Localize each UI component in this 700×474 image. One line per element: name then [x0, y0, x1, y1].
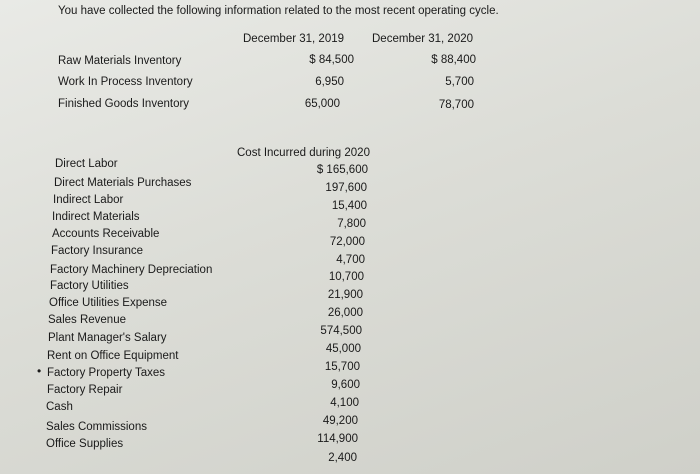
- inventory-value-2019: $ 84,500: [309, 54, 354, 66]
- inventory-value-2020: 78,700: [438, 99, 474, 111]
- cost-item-label: Accounts Receivable: [52, 228, 160, 240]
- cost-item-value: 45,000: [325, 343, 361, 355]
- cost-item-value: 197,600: [325, 182, 367, 194]
- cost-item-label: Office Utilities Expense: [49, 297, 168, 309]
- cost-item-label: Plant Manager's Salary: [48, 332, 167, 344]
- cost-item-label: Indirect Materials: [52, 211, 140, 223]
- cost-item-value: 9,600: [331, 379, 360, 391]
- inventory-value-2019: 65,000: [304, 98, 340, 110]
- inventory-value-2019: 6,950: [315, 76, 344, 88]
- cost-item-value: 15,400: [331, 200, 367, 212]
- cost-item-value: 114,900: [317, 433, 358, 445]
- inventory-value-2020: $ 88,400: [431, 54, 476, 66]
- cost-item-value: 4,100: [330, 397, 359, 409]
- inventory-value-2020: 5,700: [445, 76, 474, 88]
- inventory-label: Work In Process Inventory: [58, 76, 193, 88]
- cost-item-value: 15,700: [324, 361, 360, 373]
- cost-item-value: 574,500: [320, 325, 362, 337]
- cost-item-value: 10,700: [328, 271, 364, 283]
- cost-item-value: 49,200: [322, 415, 358, 427]
- cost-item-label: Direct Labor: [55, 158, 118, 170]
- cost-item-label: Cash: [46, 401, 73, 413]
- cost-item-value: $ 165,600: [316, 164, 368, 176]
- cost-item-label: Factory Insurance: [51, 245, 144, 257]
- cost-item-value: 7,800: [337, 218, 366, 230]
- cost-item-value: 21,900: [327, 289, 363, 301]
- cost-item-label: Factory Repair: [47, 384, 123, 396]
- inventory-label: Raw Materials Inventory: [58, 55, 182, 67]
- cost-item-label: Factory Property Taxes: [47, 367, 166, 379]
- cost-item-label: Factory Utilities: [50, 280, 129, 292]
- cost-item-label: Rent on Office Equipment: [47, 350, 179, 362]
- costs-header: Cost Incurred during 2020: [237, 147, 370, 159]
- cost-item-value: 26,000: [327, 307, 363, 319]
- col-header-2019: December 31, 2019: [243, 33, 345, 45]
- cost-item-label: Office Supplies: [46, 438, 124, 450]
- inventory-label: Finished Goods Inventory: [58, 98, 190, 110]
- cost-item-label: Factory Machinery Depreciation: [50, 264, 213, 276]
- cost-item-label: Direct Materials Purchases: [54, 177, 192, 189]
- cost-item-label: Sales Revenue: [48, 314, 126, 326]
- cost-item-value: 2,400: [328, 452, 357, 464]
- bullet-marker: •: [37, 364, 42, 378]
- cost-item-value: 4,700: [336, 254, 365, 266]
- cost-item-value: 72,000: [329, 236, 365, 248]
- cost-item-label: Sales Commissions: [46, 421, 147, 433]
- col-header-2020: December 31, 2020: [372, 33, 474, 45]
- heading-text: You have collected the following information related to the most recent operating cycle.: [58, 5, 499, 17]
- cost-item-label: Indirect Labor: [53, 194, 124, 206]
